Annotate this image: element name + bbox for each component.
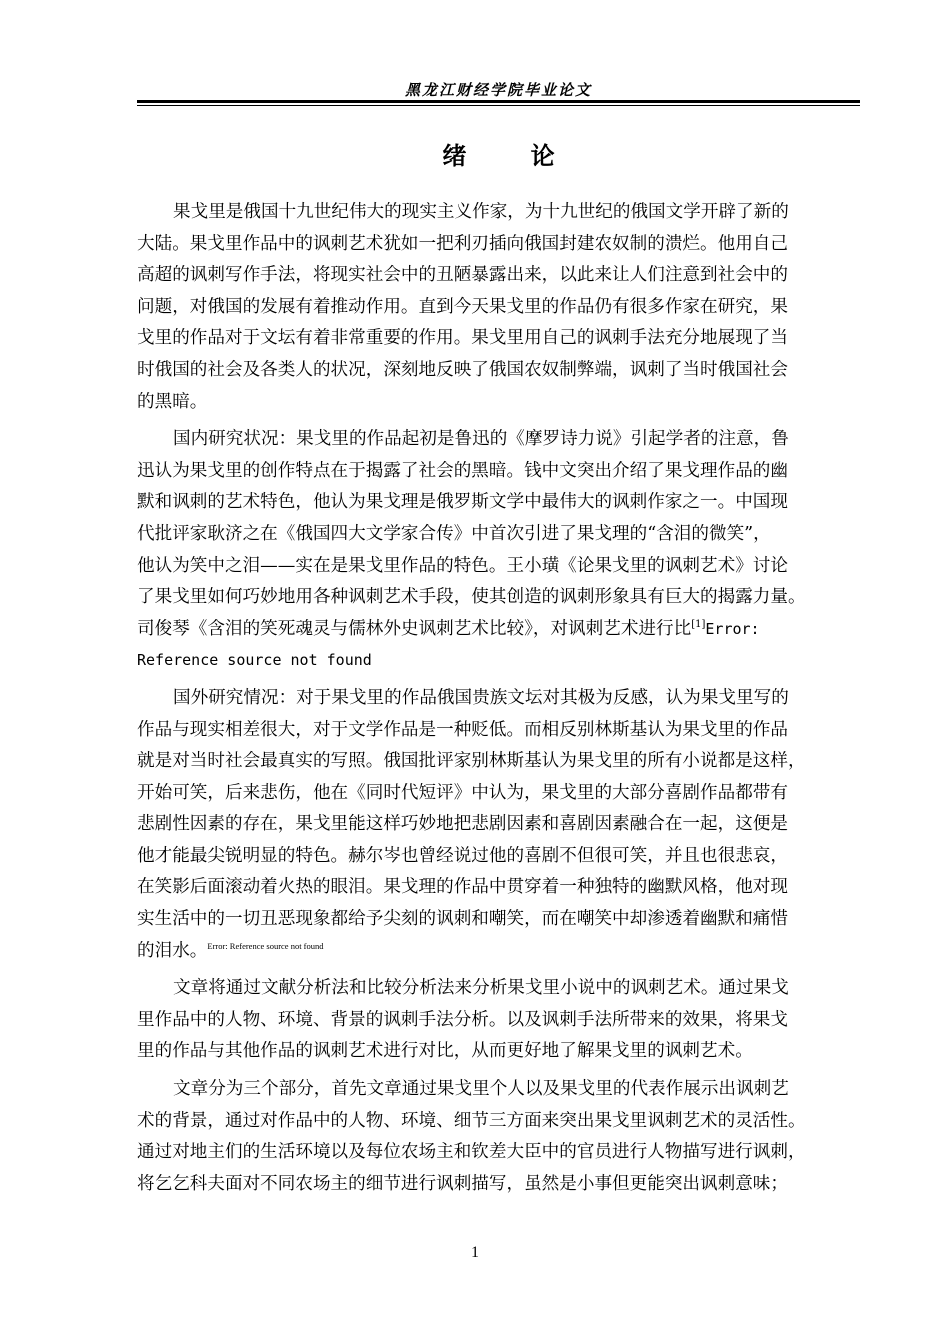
text-fragment: 司俊琴《含泪的笑死魂灵与儒林外史讽刺艺术比较》，对讽刺艺术进行比 [137, 618, 692, 639]
text-line: 默和讽刺的艺术特色，他认为果戈理是俄罗斯文学中最伟大的讽刺作家之一。中国现 [137, 492, 788, 513]
text-line: 实生活中的一切丑恶现象都给予尖刻的讽刺和嘲笑，而在嘲笑中却渗透着幽默和痛惜 [137, 909, 788, 930]
header-rule-thick [137, 100, 860, 103]
text-line: 果戈里是俄国十九世纪伟大的现实主义作家，为十九世纪的俄国文学开辟了新的 [173, 202, 789, 222]
text-line: 了果戈里如何巧妙地用各种讽刺艺术手段，使其创造的讽刺形象具有巨大的揭露力量。 [137, 587, 806, 608]
text-line: 开始可笑，后来悲伤，他在《同时代短评》中认为，果戈里的大部分喜剧作品都带有 [137, 782, 788, 803]
text-line: 术的背景，通过对作品中的人物、环境、细节三方面来突出果戈里讽刺艺术的灵活性。 [137, 1110, 806, 1131]
text-line: 文章将通过文献分析法和比较分析法来分析果戈里小说中的讽刺艺术。通过果戈 [173, 978, 789, 999]
paragraph-foreign-research [137, 683, 847, 967]
text-line: 迅认为果戈里的创作特点在于揭露了社会的黑暗。钱中文突出介绍了果戈理作品的幽 [137, 460, 788, 481]
text-line: 代批评家耿济之在《俄国四大文学家合传》中首次引进了果戈理的“含泪的微笑”， [137, 523, 771, 544]
text-line: 国内研究状况：果戈里的作品起初是鲁迅的《摩罗诗力说》引起学者的注意，鲁 [173, 429, 789, 450]
running-header: 黑龙江财经学院毕业论文 [404, 81, 592, 99]
text-line: 他认为笑中之泪——实在是果戈里作品的特色。王小璜《论果戈里的讽刺艺术》讨论 [137, 555, 788, 576]
text-line: 作品与现实相差很大，对于文学作品是一种贬低。而相反别林斯基认为果戈里的作品 [137, 719, 788, 740]
text-line: 戈里的作品对于文坛有着非常重要的作用。果戈里用自己的讽刺手法充分地展现了当 [137, 328, 788, 349]
text-line [137, 936, 847, 968]
reference-error: Reference source not found [137, 651, 372, 670]
text-line: 文章分为三个部分，首先文章通过果戈里个人以及果戈里的代表作展示出讽刺艺 [173, 1079, 789, 1100]
paragraph-structure [137, 1074, 847, 1200]
text-line: 高超的讽刺写作手法，将现实社会中的丑陋暴露出来，以此来让人们注意到社会中的 [137, 265, 788, 286]
text-line: 悲剧性因素的存在，果戈里能这样巧妙地把悲剧因素和喜剧因素融合在一起，这便是 [137, 814, 788, 835]
text-line: 国外研究情况：对于果戈里的作品俄国贵族文坛对其极为反感，认为果戈里写的 [173, 687, 789, 708]
text-line: 的黑暗。 [137, 391, 208, 412]
text-line: 问题，对俄国的发展有着推动作用。直到今天果戈里的作品仍有很多作家在研究，果 [137, 296, 788, 317]
reference-error: Error: [705, 619, 760, 638]
text-line: 大陆。果戈里作品中的讽刺艺术犹如一把利刃插向俄国封建农奴制的溃烂。他用自己 [137, 233, 788, 254]
text-fragment: 的泪水。 [137, 940, 208, 961]
reference-error: Error: Reference source not found [207, 940, 324, 951]
text-line: 时俄国的社会及各类人的状况，深刻地反映了俄国农奴制弊端，讽刺了当时俄国社会 [137, 359, 788, 380]
text-line [137, 614, 847, 646]
paragraph-domestic-research [137, 424, 847, 677]
citation-marker: [1] [691, 618, 706, 630]
page-number: 1 [471, 1244, 479, 1261]
text-line: 他才能最尖锐明显的特色。赫尔岑也曾经说过他的喜剧不但很可笑，并且也很悲哀， [137, 845, 788, 866]
text-line: 就是对当时社会最真实的写照。俄国批评家别林斯基认为果戈里的所有小说都是这样， [137, 751, 806, 772]
header-rule-thin [137, 105, 860, 106]
text-line: 将乞乞科夫面对不同农场主的细节进行讽刺描写，虽然是小事但更能突出讽刺意味； [137, 1173, 788, 1194]
text-line: 在笑影后面滚动着火热的眼泪。果戈理的作品中贯穿着一种独特的幽默风格，他对现 [137, 877, 788, 898]
body-text [137, 197, 847, 1206]
paragraph-intro [137, 197, 847, 418]
text-line: 里的作品与其他作品的讽刺艺术进行对比，从而更好地了解果戈里的讽刺艺术。 [137, 1041, 753, 1062]
paragraph-methodology [137, 973, 847, 1068]
text-line: 里作品中的人物、环境、背景的讽刺手法分析。以及讽刺手法所带来的效果，将果戈 [137, 1009, 788, 1030]
text-line: 通过对地主们的生活环境以及每位农场主和钦差大臣中的官员进行人物描写进行讽刺， [137, 1142, 806, 1163]
section-title: 绪 论 [442, 142, 583, 170]
